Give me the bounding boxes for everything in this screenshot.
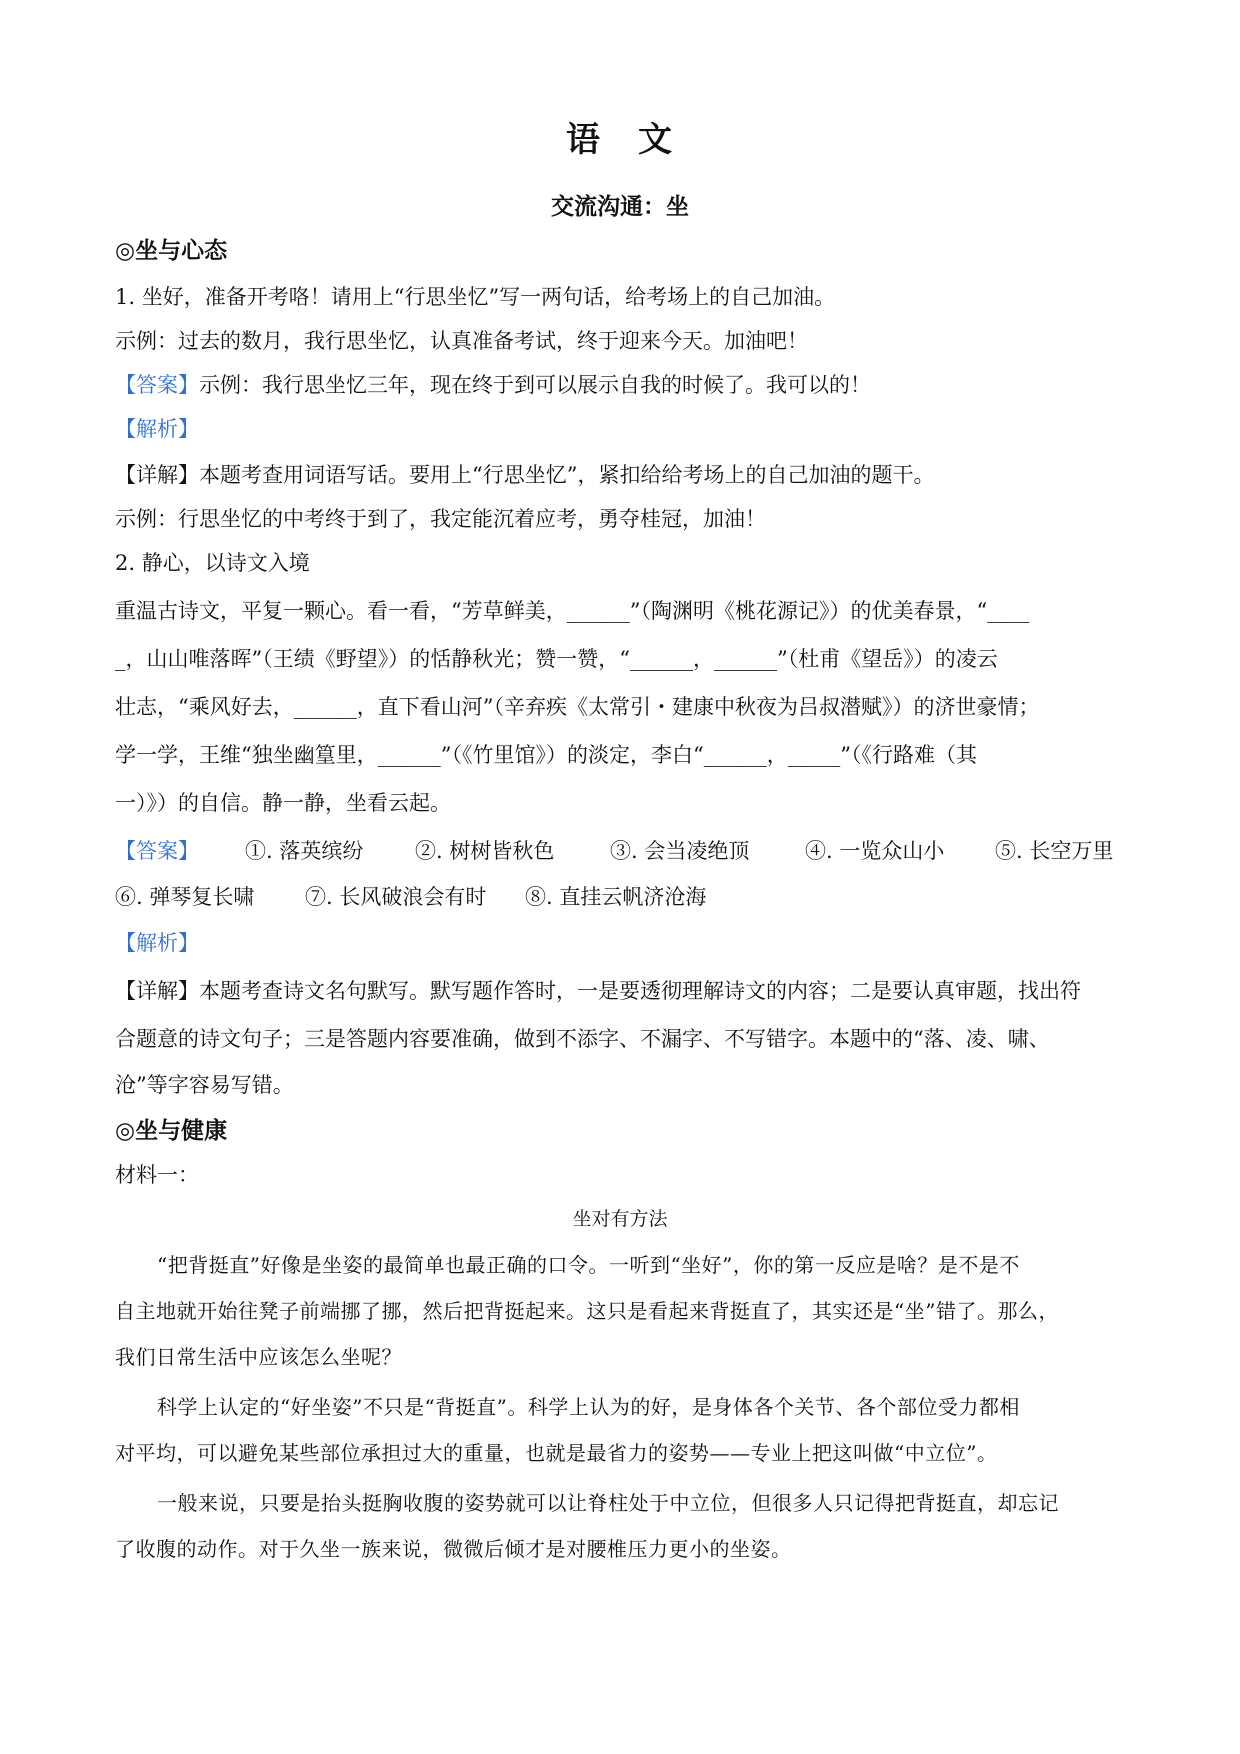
q1-detail: 【详解】本题考查用词语写话。要用上“行思坐忆”，紧扣给给考场上的自己加油的题干。 (115, 463, 935, 487)
q1-detail-example: 示例：行思坐忆的中考终于到了，我定能沉着应考，勇夺桂冠，加油！ (115, 507, 766, 531)
answer-item: ⑧. 直挂云帆济沧海 (525, 885, 707, 909)
answer-item: ⑤. 长空万里 (995, 839, 1114, 863)
answer-tag: 【答案】 (115, 373, 199, 397)
q1-example: 示例：过去的数月，我行思坐忆，认真准备考试，终于迎来今天。加油吧！ (115, 329, 808, 353)
q2-passage-line: _，山山唯落晖”（王绩《野望》）的恬静秋光；赞一赞，“______，______”（杜甫《望岳》）的凌云 (115, 647, 998, 671)
q2-passage-line: 一）》）的自信。静一静，坐看云起。 (115, 791, 451, 815)
q2-answers-row (115, 836, 1125, 866)
section-heading-mindset: ◎坐与心态 (115, 238, 228, 264)
page-title: 语 文 (566, 120, 674, 160)
material-paragraph-line: 了收腹的动作。对于久坐一族来说，微微后倾才是对腰椎压力更小的坐姿。 (115, 1537, 792, 1561)
q2-detail-line: 合题意的诗文句子；三是答题内容要准确，做到不添字、不漏字、不写错字。本题中的“落、凌、啸、 (115, 1027, 1050, 1051)
section-heading-health: ◎坐与健康 (115, 1118, 228, 1144)
material-title: 坐对有方法 (572, 1208, 668, 1230)
material-paragraph-line: 自主地就开始往凳子前端挪了挪，然后把背挺起来。这只是看起来背挺直了，其实还是“坐”错了。那么， (115, 1299, 1059, 1323)
q1-answer (115, 370, 1125, 400)
answer-item: ④. 一览众山小 (805, 839, 945, 863)
material-paragraph-line: 一般来说，只要是抬头挺胸收腹的姿势就可以让脊柱处于中立位，但很多人只记得把背挺直，却忘记 (157, 1491, 1059, 1515)
answer-item: ①. 落英缤纷 (245, 839, 364, 863)
answer-item: ⑦. 长风破浪会有时 (305, 885, 487, 909)
q2-passage-line: 学一学，王维“独坐幽篁里，______”（《竹里馆》）的淡定，李白“______，_____”（《行路难（其 (115, 743, 977, 767)
q1-analysis-tag: 【解析】 (115, 417, 199, 441)
page-subtitle: 交流沟通：坐 (551, 194, 689, 220)
answer-text: 示例：我行思坐忆三年，现在终于到可以展示自我的时候了。我可以的！ (199, 373, 871, 397)
q2-detail-line: 【详解】本题考查诗文名句默写。默写题作答时，一是要透彻理解诗文的内容；二是要认真审题，找出符 (115, 979, 1081, 1003)
q2-detail-line: 沧”等字容易写错。 (115, 1073, 294, 1097)
answer-item: ③. 会当凌绝顶 (610, 839, 750, 863)
q2-passage-line: 壮志，“乘风好去，______，直下看山河”（辛弃疾《太常引・建康中秋夜为吕叔潜赋》）的济世豪情； (115, 695, 1040, 719)
material-label: 材料一： (115, 1163, 199, 1187)
answer-item: ②. 树树皆秋色 (415, 839, 555, 863)
material-paragraph-line: 我们日常生活中应该怎么坐呢？ (115, 1345, 402, 1369)
q1-question: 1. 坐好，准备开考咯！请用上“行思坐忆”写一两句话，给考场上的自己加油。 (115, 285, 836, 309)
material-paragraph-line: 对平均，可以避免某些部位承担过大的重量，也就是最省力的姿势——专业上把这叫做“中立位”。 (115, 1441, 998, 1465)
q2-question: 2. 静心，以诗文入境 (115, 551, 310, 575)
q2-analysis-tag: 【解析】 (115, 931, 199, 955)
material-paragraph-line: “把背挺直”好像是坐姿的最简单也最正确的口令。一听到“坐好”，你的第一反应是啥？是不是不 (157, 1253, 1020, 1277)
q2-passage-line: 重温古诗文，平复一颗心。看一看，“芳草鲜美，______”（陶渊明《桃花源记》）的优美春景，“____ (115, 599, 1030, 623)
material-paragraph-line: 科学上认定的“好坐姿”不只是“背挺直”。科学上认为的好，是身体各个关节、各个部位受力都相 (157, 1395, 1020, 1419)
answer-tag: 【答案】 (115, 839, 199, 863)
answer-item: ⑥. 弹琴复长啸 (115, 885, 255, 909)
